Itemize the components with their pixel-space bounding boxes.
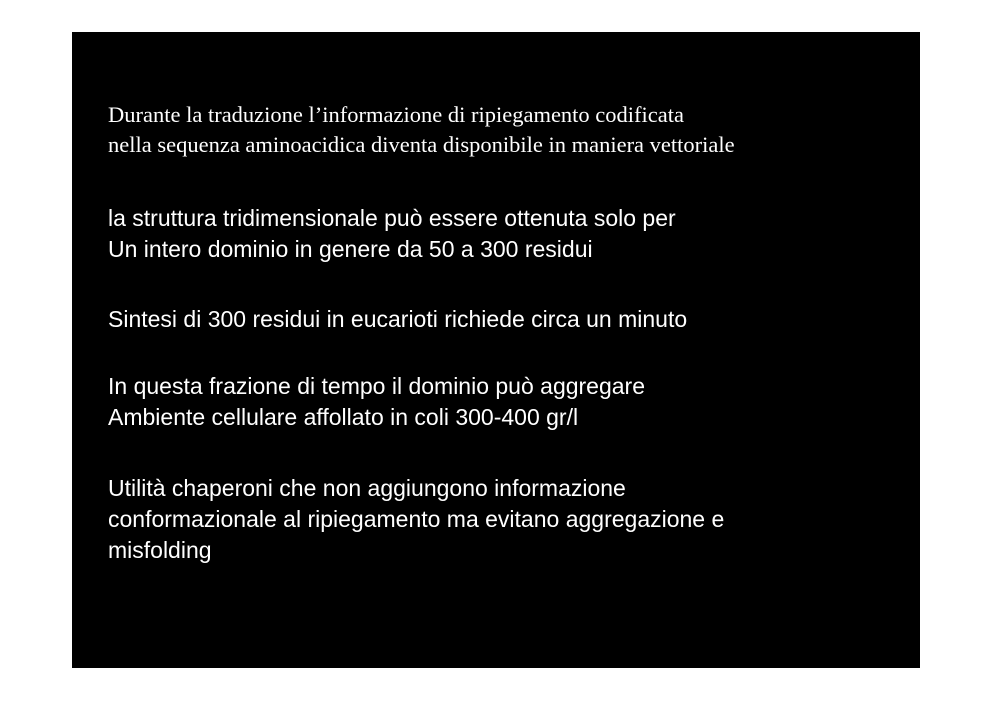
paragraph-line: In questa frazione di tempo il dominio può aggregare [108,373,646,399]
paragraph-tertiary-structure [108,203,676,265]
paragraph-line: Un intero dominio in genere da 50 a 300 residui [108,236,593,262]
paragraph-line: misfolding [108,537,212,563]
paragraph-chaperones [108,473,724,566]
paragraph-line: nella sequenza aminoacidica diventa disponibile in maniera vettoriale [108,132,735,157]
paragraph-line: Durante la traduzione l’informazione di ripiegamento codificata [108,102,685,127]
paragraph-line: la struttura tridimensionale può essere ottenuta solo per [108,205,676,231]
paragraph-line: Ambiente cellulare affollato in coli 300-400 gr/l [108,404,579,430]
paragraph-aggregation [108,371,645,433]
paragraph-line: Utilità chaperoni che non aggiungono informazione [108,475,626,501]
paragraph-synthesis-time [108,304,687,335]
paragraph-translation-folding [108,100,735,160]
slide-panel [72,32,920,668]
paragraph-line: conformazionale al ripiegamento ma evitano aggregazione e [108,506,725,532]
paragraph-line: Sintesi di 300 residui in eucarioti richiede circa un minuto [108,306,688,332]
